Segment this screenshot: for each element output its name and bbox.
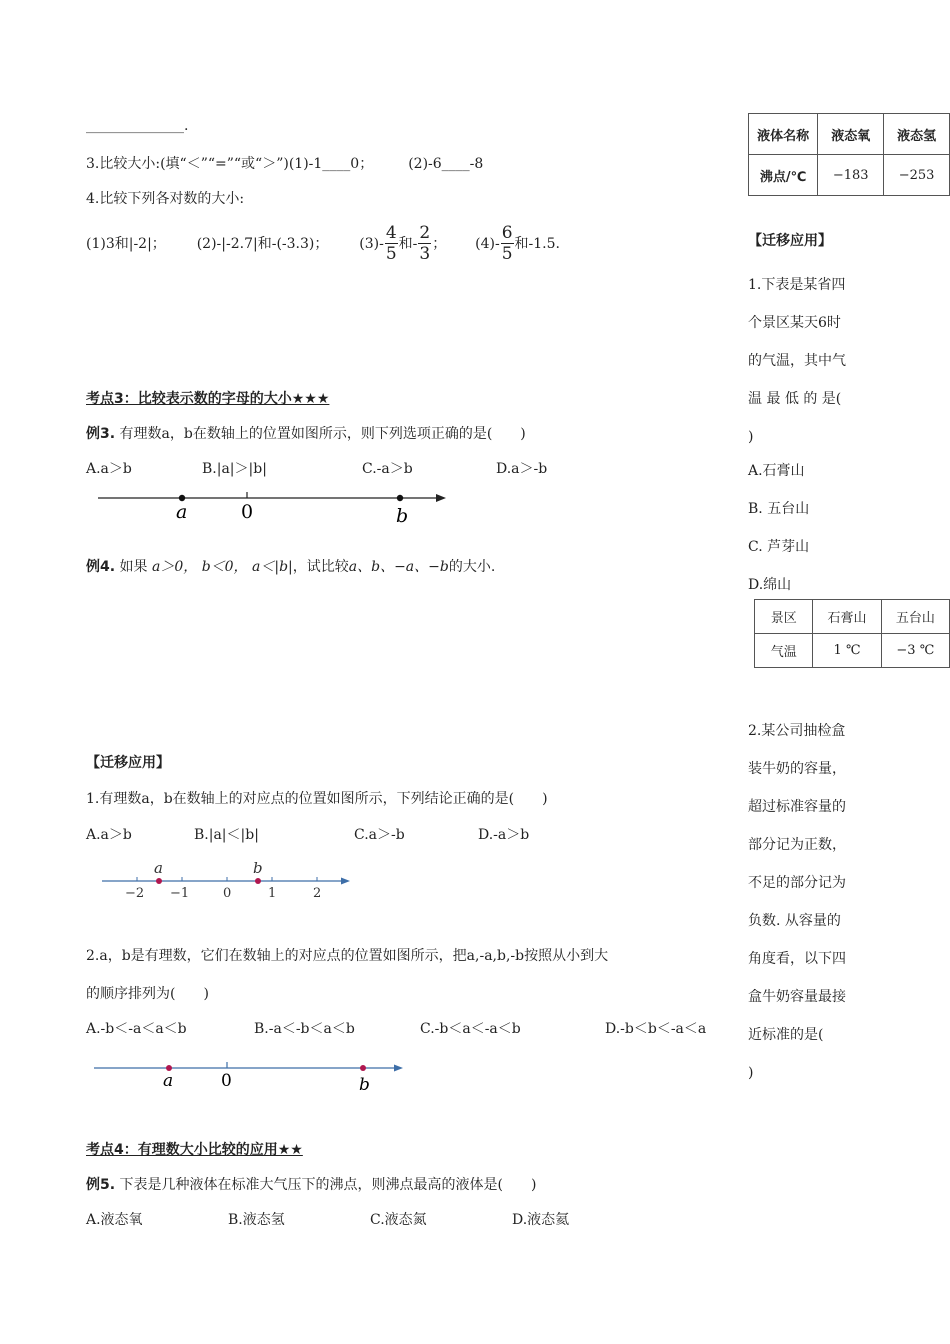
example-4-cond-2: b＜0， xyxy=(201,559,248,575)
option-d: D.a＞-b xyxy=(496,461,548,477)
example-5-text: 下表是几种液体在标准大气压下的沸点，则沸点最高的液体是( ) xyxy=(119,1177,537,1193)
q1-line: 1.下表是某省四 xyxy=(748,277,846,293)
option-a: A.液态氧 xyxy=(86,1212,143,1228)
option-b: B.|a|＞|b| xyxy=(202,461,267,477)
q2-line: 部分记为正数， xyxy=(748,837,846,853)
option-b: B.|a|＜|b| xyxy=(194,827,259,843)
q4-part-1: (1)3和|-2|； xyxy=(86,236,166,252)
table-cell: −183 xyxy=(818,155,884,196)
label-a: a xyxy=(163,1071,174,1091)
tick-label-minus-2: −2 xyxy=(125,886,145,901)
option-b: B.-a＜-b＜a＜b xyxy=(254,1021,355,1037)
example-4 xyxy=(86,556,495,576)
tick-label-zero: 0 xyxy=(223,886,232,901)
q2-line: 超过标准容量的 xyxy=(748,799,846,815)
table-cell: 五台山 xyxy=(881,600,949,634)
boiling-point-table xyxy=(748,113,950,196)
q4-part-2: (2)-|-2.7|和-(-3.3)； xyxy=(196,236,329,252)
right-q1-options xyxy=(748,452,809,604)
point-a xyxy=(156,878,162,884)
example-4-text-1: 如果 xyxy=(119,559,148,575)
example-3 xyxy=(86,423,526,443)
migrate-heading: 【迁移应用】 xyxy=(86,755,170,771)
table-cell: −253 xyxy=(884,155,950,196)
label-b: b xyxy=(253,859,263,877)
example-4-text-3: 的大小. xyxy=(448,559,496,575)
point-b xyxy=(397,495,403,501)
q2-line: 负数. 从容量的 xyxy=(748,913,841,929)
fraction-4-5: $\frac{4}{5}$ xyxy=(385,223,397,264)
option-a: A.a＞b xyxy=(86,827,132,843)
table-cell: 石膏山 xyxy=(813,600,881,634)
question-4-items: (1)3和|-2|； (2)-|-2.7|和-(-3.3)； (3)- $\frac{4}{5}$ 和- $\frac{2}{3}$ ； (4)- $\frac{6}{5}$ 和-1.5. xyxy=(86,223,560,264)
q2-line: 角度看，以下四 xyxy=(748,951,846,967)
q4-part-4-prefix: (4)- xyxy=(475,236,500,252)
table-row xyxy=(749,155,950,196)
tick-label-minus-1: −1 xyxy=(170,886,190,901)
example-4-text-2: ，试比较 xyxy=(292,559,349,575)
option-c: C.-a＞b xyxy=(362,461,413,477)
example-4-vars: a、b、−a、−b xyxy=(348,559,449,575)
number-line-example-3 xyxy=(90,484,460,530)
table-cell: 沸点/℃ xyxy=(749,155,818,196)
q1-line: 个景区某天6时 xyxy=(748,315,841,331)
q4-part-3-prefix: (3)- xyxy=(359,236,384,252)
fraction-6-5: $\frac{6}{5}$ xyxy=(501,223,513,264)
migrate-question-2-line-1: 2.a，b是有理数，它们在数轴上的对应点的位置如图所示，把a,-a,b,-b按照从小到大 xyxy=(86,948,609,964)
example-5-label: 例5. xyxy=(86,1177,116,1193)
tick-label-1: 1 xyxy=(268,886,277,901)
label-zero: 0 xyxy=(221,1071,232,1091)
section-heading-kd3: 考点3：比较表示数的字母的大小★★★ xyxy=(86,391,330,407)
fraction-2-3: $\frac{2}{3}$ xyxy=(419,223,431,264)
label-a: a xyxy=(176,501,188,523)
option-a: A.-b＜-a＜a＜b xyxy=(86,1021,187,1037)
label-a: a xyxy=(154,859,163,877)
answer-blank: ______________. xyxy=(86,118,189,134)
axis-arrow xyxy=(341,878,350,885)
question-3: 3.比较大小:(填“＜”“=”“或“＞”)(1)-1____0； (2)-6____-8 xyxy=(86,156,484,172)
option-a: A.a＞b xyxy=(86,461,132,477)
example-4-label: 例4. xyxy=(86,559,116,575)
label-b: b xyxy=(396,505,409,527)
q2-line: 不足的部分记为 xyxy=(748,875,846,891)
option-c: C.液态氮 xyxy=(370,1212,427,1228)
q2-line: 盒牛奶容量最接 xyxy=(748,989,846,1005)
axis-arrow xyxy=(436,494,446,502)
number-line-migrate-2 xyxy=(90,1056,410,1096)
table-cell: −3 ℃ xyxy=(881,634,949,668)
option-d: D.-a＞b xyxy=(478,827,530,843)
table-row xyxy=(755,600,950,634)
label-zero: 0 xyxy=(241,501,254,523)
q1-line: ) xyxy=(748,429,754,445)
example-4-cond-1: a＞0， xyxy=(151,559,198,575)
table-cell: 液态氧 xyxy=(818,114,884,155)
table-row xyxy=(755,634,950,668)
option-d: D.绵山 xyxy=(748,577,792,593)
q4-part-4-suffix: 和-1.5. xyxy=(514,236,560,252)
q4-part-3-mid: 和- xyxy=(398,236,418,252)
right-migrate-heading: 【迁移应用】 xyxy=(748,233,832,249)
q1-line: 的气温，其中气 xyxy=(748,353,846,369)
point-b xyxy=(360,1065,366,1071)
table-cell: 液体名称 xyxy=(749,114,818,155)
number-line-migrate-1 xyxy=(98,856,358,904)
q1-line: 温 最 低 的 是( xyxy=(748,391,842,407)
option-a: A.石膏山 xyxy=(748,463,805,479)
example-4-cond-3: a＜|b| xyxy=(252,559,293,575)
q2-line: 2.某公司抽检盒 xyxy=(748,723,846,739)
q2-line: 近标准的是( xyxy=(748,1027,824,1043)
tick-label-2: 2 xyxy=(313,886,322,901)
table-cell: 气温 xyxy=(755,634,813,668)
option-c: C. 芦芽山 xyxy=(748,539,810,555)
question-4: 4.比较下列各对数的大小: xyxy=(86,191,245,207)
table-row xyxy=(749,114,950,155)
temperature-table xyxy=(754,599,950,668)
table-cell: 液态氢 xyxy=(884,114,950,155)
section-heading-kd4: 考点4：有理数大小比较的应用★★ xyxy=(86,1142,303,1158)
migrate-question-2-line-2: 的顺序排列为( ) xyxy=(86,986,209,1002)
q2-line: 装牛奶的容量， xyxy=(748,761,846,777)
q2-line: ) xyxy=(748,1065,754,1081)
table-cell: 1 ℃ xyxy=(813,634,881,668)
option-b: B.液态氢 xyxy=(228,1212,285,1228)
right-question-1 xyxy=(748,266,846,456)
option-b: B. 五台山 xyxy=(748,501,810,517)
table-cell: 景区 xyxy=(755,600,813,634)
label-b: b xyxy=(359,1075,370,1095)
migrate-question-1: 1.有理数a，b在数轴上的对应点的位置如图所示，下列结论正确的是( ) xyxy=(86,791,548,807)
option-c: C.a＞-b xyxy=(354,827,405,843)
point-b xyxy=(255,878,261,884)
option-d: D.-b＜b＜-a＜a xyxy=(605,1021,707,1037)
option-c: C.-b＜a＜-a＜b xyxy=(420,1021,521,1037)
example-5 xyxy=(86,1174,536,1194)
example-3-label: 例3. xyxy=(86,426,116,442)
right-question-2 xyxy=(748,712,846,1092)
axis-arrow xyxy=(394,1065,403,1072)
example-3-text: 有理数a，b在数轴上的位置如图所示，则下列选项正确的是( ) xyxy=(119,426,526,442)
option-d: D.液态氦 xyxy=(512,1212,570,1228)
